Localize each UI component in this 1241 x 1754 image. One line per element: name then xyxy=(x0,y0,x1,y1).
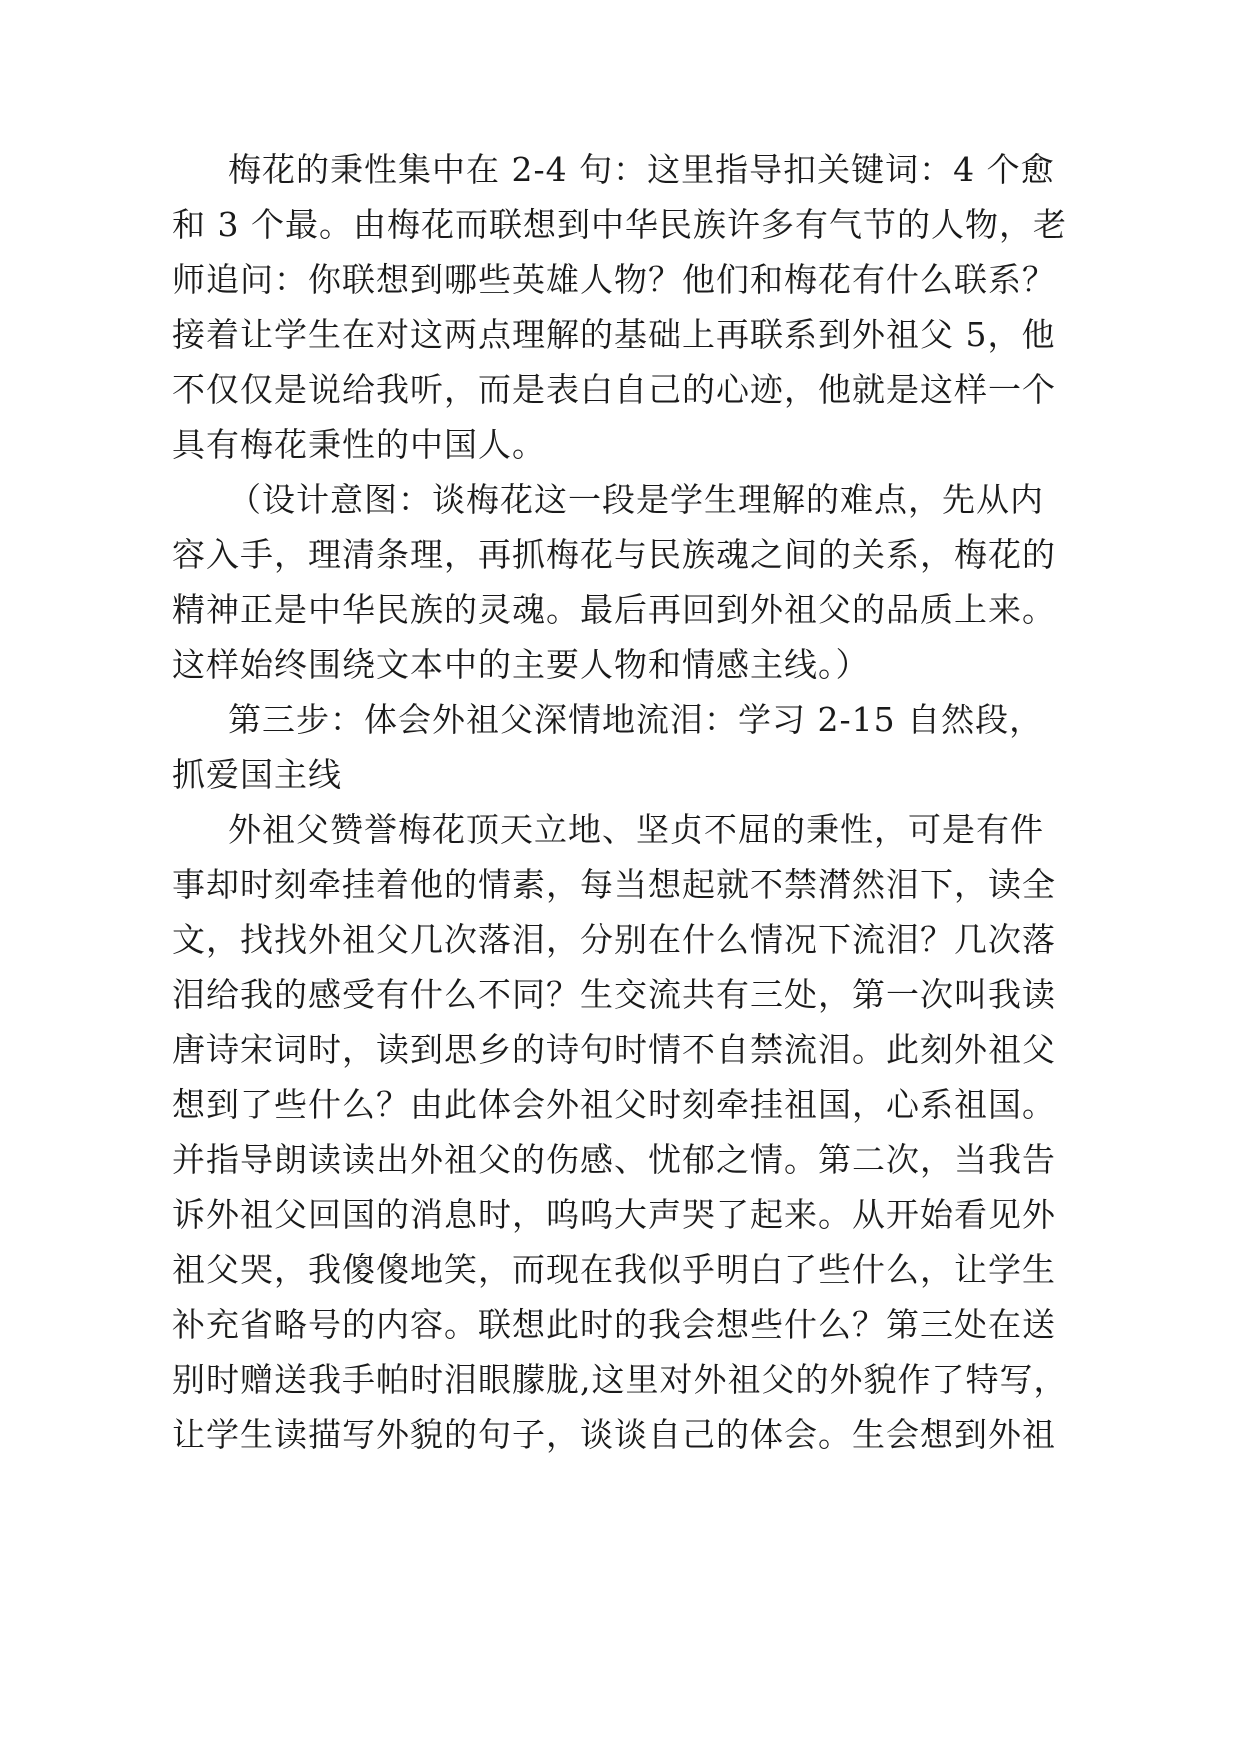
text-line: 别时赠送我手帕时泪眼朦胧,这里对外祖父的外貌作了特写， xyxy=(172,1360,1068,1399)
text-line: 诉外祖父回国的消息时，呜呜大声哭了起来。从开始看见外 xyxy=(172,1195,1056,1234)
text-line: 让学生读描写外貌的句子，谈谈自己的体会。生会想到外祖 xyxy=(172,1415,1056,1454)
text-line: 精神正是中华民族的灵魂。最后再回到外祖父的品质上来。 xyxy=(172,590,1056,629)
text-line: 师追问：你联想到哪些英雄人物？他们和梅花有什么联系？ xyxy=(172,260,1056,299)
text-line: 具有梅花秉性的中国人。 xyxy=(172,425,546,464)
text-line: 唐诗宋词时，读到思乡的诗句时情不自禁流泪。此刻外祖父 xyxy=(172,1030,1056,1069)
text-line: 梅花的秉性集中在 2-4 句：这里指导扣关键词：4 个愈 xyxy=(228,150,1055,189)
text-line: 并指导朗读读出外祖父的伤感、忧郁之情。第二次，当我告 xyxy=(172,1140,1056,1179)
text-line: 不仅仅是说给我听，而是表白自己的心迹，他就是这样一个 xyxy=(172,370,1056,409)
text-line: 外祖父赞誉梅花顶天立地、坚贞不屈的秉性，可是有件 xyxy=(228,810,1044,849)
text-line: 接着让学生在对这两点理解的基础上再联系到外祖父 5，他 xyxy=(172,315,1056,354)
text-line: 和 3 个最。由梅花而联想到中华民族许多有气节的人物，老 xyxy=(172,205,1067,244)
text-line: 补充省略号的内容。联想此时的我会想些什么？第三处在送 xyxy=(172,1305,1056,1344)
text-line: 抓爱国主线 xyxy=(172,755,342,794)
text-line: 想到了些什么？由此体会外祖父时刻牵挂祖国，心系祖国。 xyxy=(172,1085,1056,1124)
text-line: 文，找找外祖父几次落泪，分别在什么情况下流泪？几次落 xyxy=(172,920,1056,959)
text-line: 第三步：体会外祖父深情地流泪：学习 2-15 自然段， xyxy=(228,700,1044,739)
text-line: 事却时刻牵挂着他的情素，每当想起就不禁潸然泪下，读全 xyxy=(172,865,1056,904)
text-line: 泪给我的感受有什么不同？生交流共有三处，第一次叫我读 xyxy=(172,975,1056,1014)
text-line: 祖父哭，我傻傻地笑，而现在我似乎明白了些什么，让学生 xyxy=(172,1250,1056,1289)
text-line: 容入手，理清条理，再抓梅花与民族魂之间的关系，梅花的 xyxy=(172,535,1056,574)
text-line: （设计意图：谈梅花这一段是学生理解的难点，先从内 xyxy=(228,480,1044,519)
text-line: 这样始终围绕文本中的主要人物和情感主线。） xyxy=(172,645,870,684)
